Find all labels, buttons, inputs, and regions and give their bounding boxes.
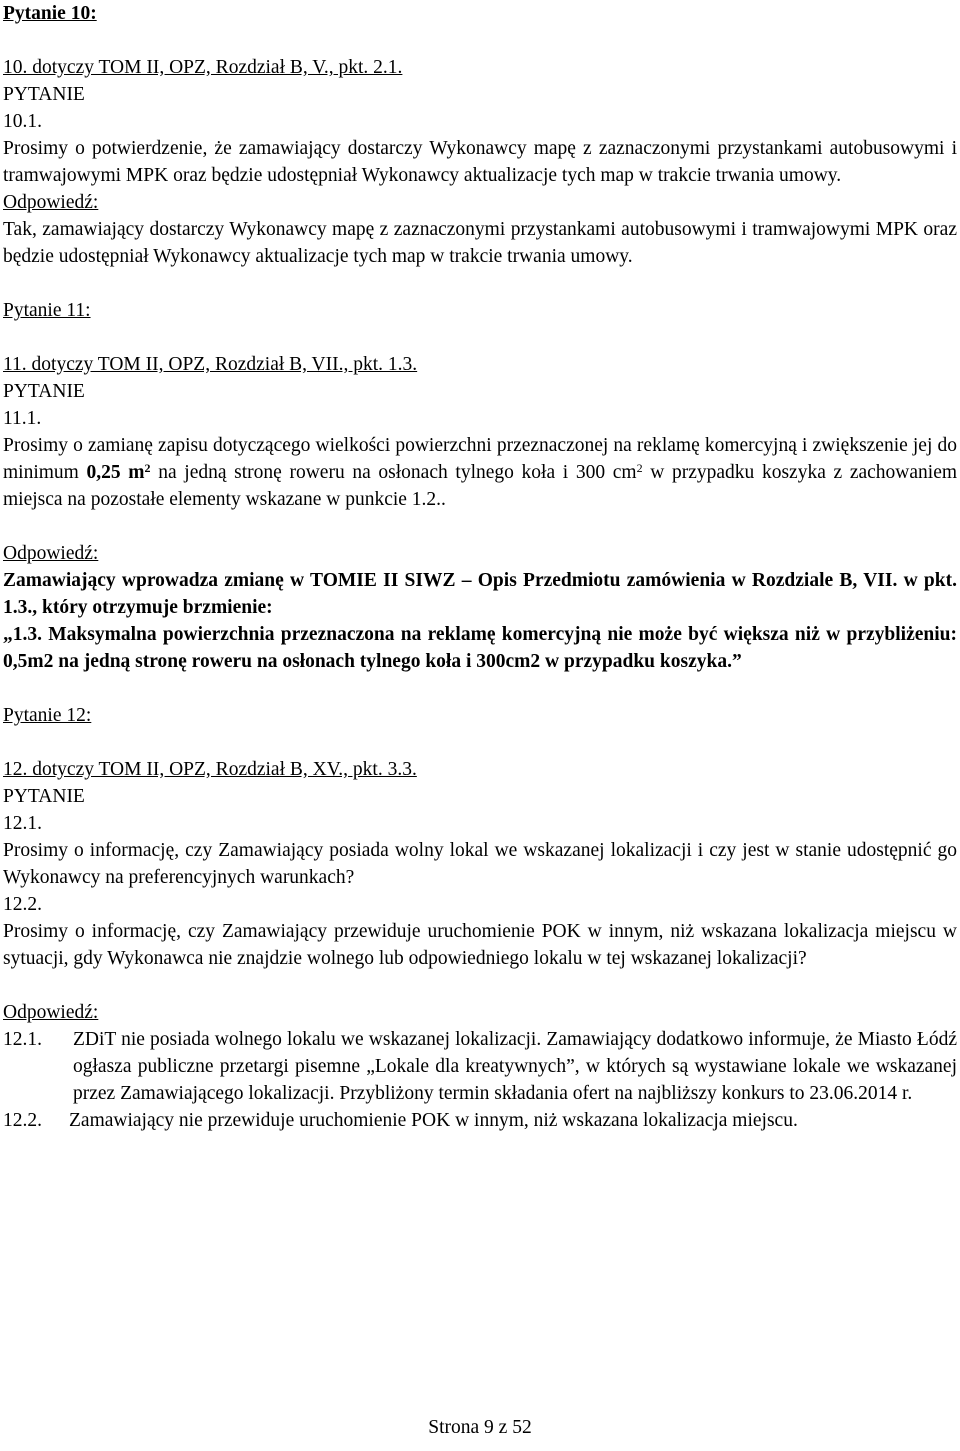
page-footer: Strona 9 z 52 — [428, 1417, 532, 1438]
question-12-section — [3, 702, 957, 1134]
answer-item — [3, 1107, 957, 1134]
question-reference: 11. dotyczy TOM II, OPZ, Rozdział B, VII., pkt. 1.3. — [3, 354, 418, 375]
answer-number: 12.1. — [3, 1029, 42, 1050]
question-reference: 12. dotyczy TOM II, OPZ, Rozdział B, XV., pkt. 3.3. — [3, 759, 417, 780]
answer-label: Odpowiedź: — [3, 543, 99, 564]
question-label: PYTANIE — [3, 84, 85, 105]
question-header: Pytanie 11: — [3, 300, 91, 321]
question-number: 12.1. — [3, 813, 42, 834]
answer-item — [3, 1026, 957, 1107]
question-text-part: Prosimy o zamianę zapisu dotyczącego wielkości powierzchni przeznaczonej na reklamę komercyjną i zwiększenie jej do minimum — [3, 435, 957, 483]
question-text-part: na jedną stronę roweru na osłonach tylnego koła i 300 cm — [158, 462, 637, 483]
question-header: Pytanie 10: — [3, 3, 97, 24]
question-text: Prosimy o potwierdzenie, że zamawiający dostarczy Wykonawcy mapę z zaznaczonymi przystankami autobusowymi i tramwajowymi MPK oraz będzie udostępniał Wykonawcy aktualizacje tych map w trakcie trwania umowy. — [3, 138, 957, 186]
question-text: Prosimy o informację, czy Zamawiający przewiduje uruchomienie POK w innym, niż wskazana lokalizacja miejscu w sytuacji, gdy Wykonawca nie znajdzie wolnego lub odpowiedniego lokalu w tej wskazanej lokalizacji? — [3, 921, 957, 969]
question-label: PYTANIE — [3, 381, 85, 402]
question-number: 10.1. — [3, 111, 42, 132]
answer-label: Odpowiedź: — [3, 192, 99, 213]
document-page — [3, 0, 957, 1134]
answer-label: Odpowiedź: — [3, 1002, 99, 1023]
answer-number: 12.2. — [3, 1110, 42, 1131]
question-text-bold: 0,25 $m^2$ — [86, 461, 151, 483]
question-10-section — [3, 0, 957, 270]
question-text: Prosimy o informację, czy Zamawiający posiada wolny lokal we wskazanej lokalizacji i czy jest w stanie udostępnić go Wykonawcy na preferencyjnych warunkach? — [3, 840, 957, 888]
question-number: 12.2. — [3, 894, 42, 915]
answer-text: Zamawiający nie przewiduje uruchomienie POK w innym, niż wskazana lokalizacja miejscu. — [69, 1110, 798, 1131]
question-header: Pytanie 12: — [3, 705, 92, 726]
question-reference: 10. dotyczy TOM II, OPZ, Rozdział B, V., pkt. 2.1. — [3, 57, 403, 78]
question-number: 11.1. — [3, 408, 42, 429]
question-label: PYTANIE — [3, 786, 85, 807]
question-11-section — [3, 297, 957, 675]
answer-text: ZDiT nie posiada wolnego lokalu we wskazanej lokalizacji. Zamawiający dodatkowo informuje, że Miasto Łódź ogłasza publiczne przetargi pisemne „Lokale dla kreatywnych”, w których są wystawiane lokale we wskazanej przez Zamawiającego lokalizacji. Przybliżony termin składania ofert na najbliższy konkurs to 23.06.2014 r. — [73, 1029, 957, 1104]
answer-quote: „1.3. Maksymalna powierzchnia przeznaczona na reklamę komercyjną nie może być większa niż w przybliżeniu: 0,5m2 na jedną stronę roweru na osłonach tylnego koła i 300cm2 w przypadku koszyka.” — [3, 624, 957, 672]
answer-text: Tak, zamawiający dostarczy Wykonawcy mapę z zaznaczonymi przystankami autobusowymi i tramwajowymi MPK oraz będzie udostępniał Wykonawcy aktualizacje tych map w trakcie trwania umowy. — [3, 219, 957, 267]
question-text: Prosimy o zamianę zapisu dotyczącego wielkości powierzchni przeznaczonej na reklamę komercyjną i zwiększenie jej do minimum 0,25 $m^2$ na jedną stronę roweru na osłonach tylnego koła i 300 $cm^2$ w przypadku koszyka z zachowaniem miejsca na pozostałe elementy wskazane w punkcie 1.2.. — [3, 435, 958, 510]
answer-intro: Zamawiający wprowadza zmianę w TOMIE II SIWZ – Opis Przedmiotu zamówienia w Rozdziale B, VII. w pkt. 1.3., który otrzymuje brzmienie: — [3, 570, 957, 618]
question-text-part: w przypadku koszyka z zachowaniem miejsca na pozostałe elementy wskazane w punkcie 1.2.. — [3, 462, 958, 510]
